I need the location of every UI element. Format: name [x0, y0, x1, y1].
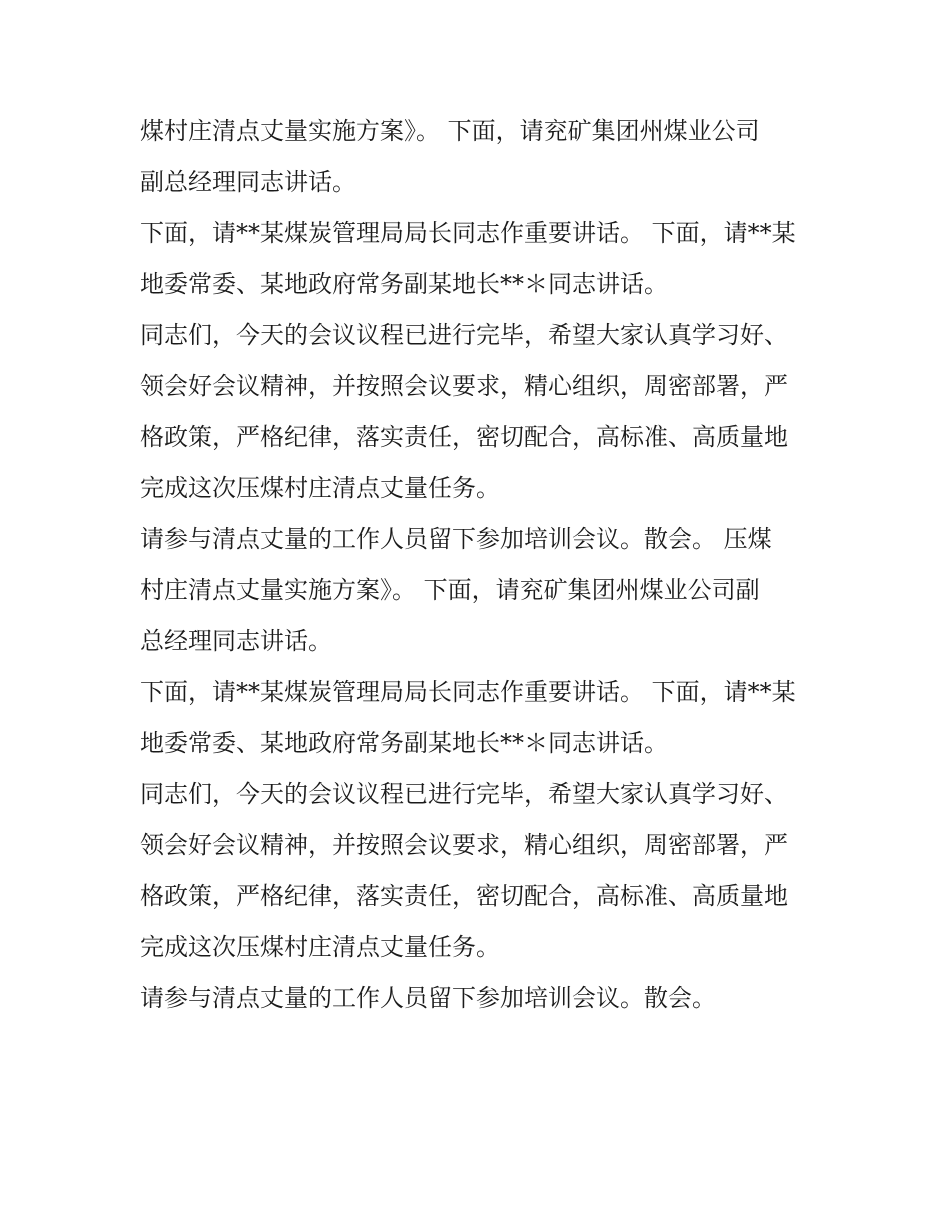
text-line: 领会好会议精神，并按照会议要求，精心组织，周密部署，严: [140, 372, 788, 400]
text-line: 格政策，严格纪律，落实责任，密切配合，高标准、高质量地: [140, 423, 788, 451]
document-body: [140, 106, 820, 1024]
text-line: 村庄清点丈量实施方案》。 下面，请兖矿集团州煤业公司副: [140, 576, 760, 604]
text-line: 完成这次压煤村庄清点丈量任务。: [140, 933, 500, 961]
text-line: 领会好会议精神，并按照会议要求，精心组织，周密部署，严: [140, 831, 788, 859]
text-line: 煤村庄清点丈量实施方案》。 下面，请兖矿集团州煤业公司: [140, 117, 760, 145]
text-line: 完成这次压煤村庄清点丈量任务。: [140, 474, 500, 502]
text-line: 同志们，今天的会议议程已进行完毕，希望大家认真学习好、: [140, 321, 788, 349]
text-line: 请参与清点丈量的工作人员留下参加培训会议。散会。 压煤: [140, 525, 772, 553]
text-line: 副总经理同志讲话。: [140, 168, 356, 196]
text-line: 地委常委、某地政府常务副某地长**＊同志讲话。: [140, 729, 668, 757]
text-line: 同志们，今天的会议议程已进行完毕，希望大家认真学习好、: [140, 780, 788, 808]
text-line: 格政策，严格纪律，落实责任，密切配合，高标准、高质量地: [140, 882, 788, 910]
text-line: 总经理同志讲话。: [140, 627, 332, 655]
text-line: 下面，请**某煤炭管理局局长同志作重要讲话。 下面，请**某: [140, 678, 796, 706]
text-line: 下面，请**某煤炭管理局局长同志作重要讲话。 下面，请**某: [140, 219, 796, 247]
text-line: 请参与清点丈量的工作人员留下参加培训会议。散会。: [140, 984, 716, 1012]
text-line: 地委常委、某地政府常务副某地长**＊同志讲话。: [140, 270, 668, 298]
